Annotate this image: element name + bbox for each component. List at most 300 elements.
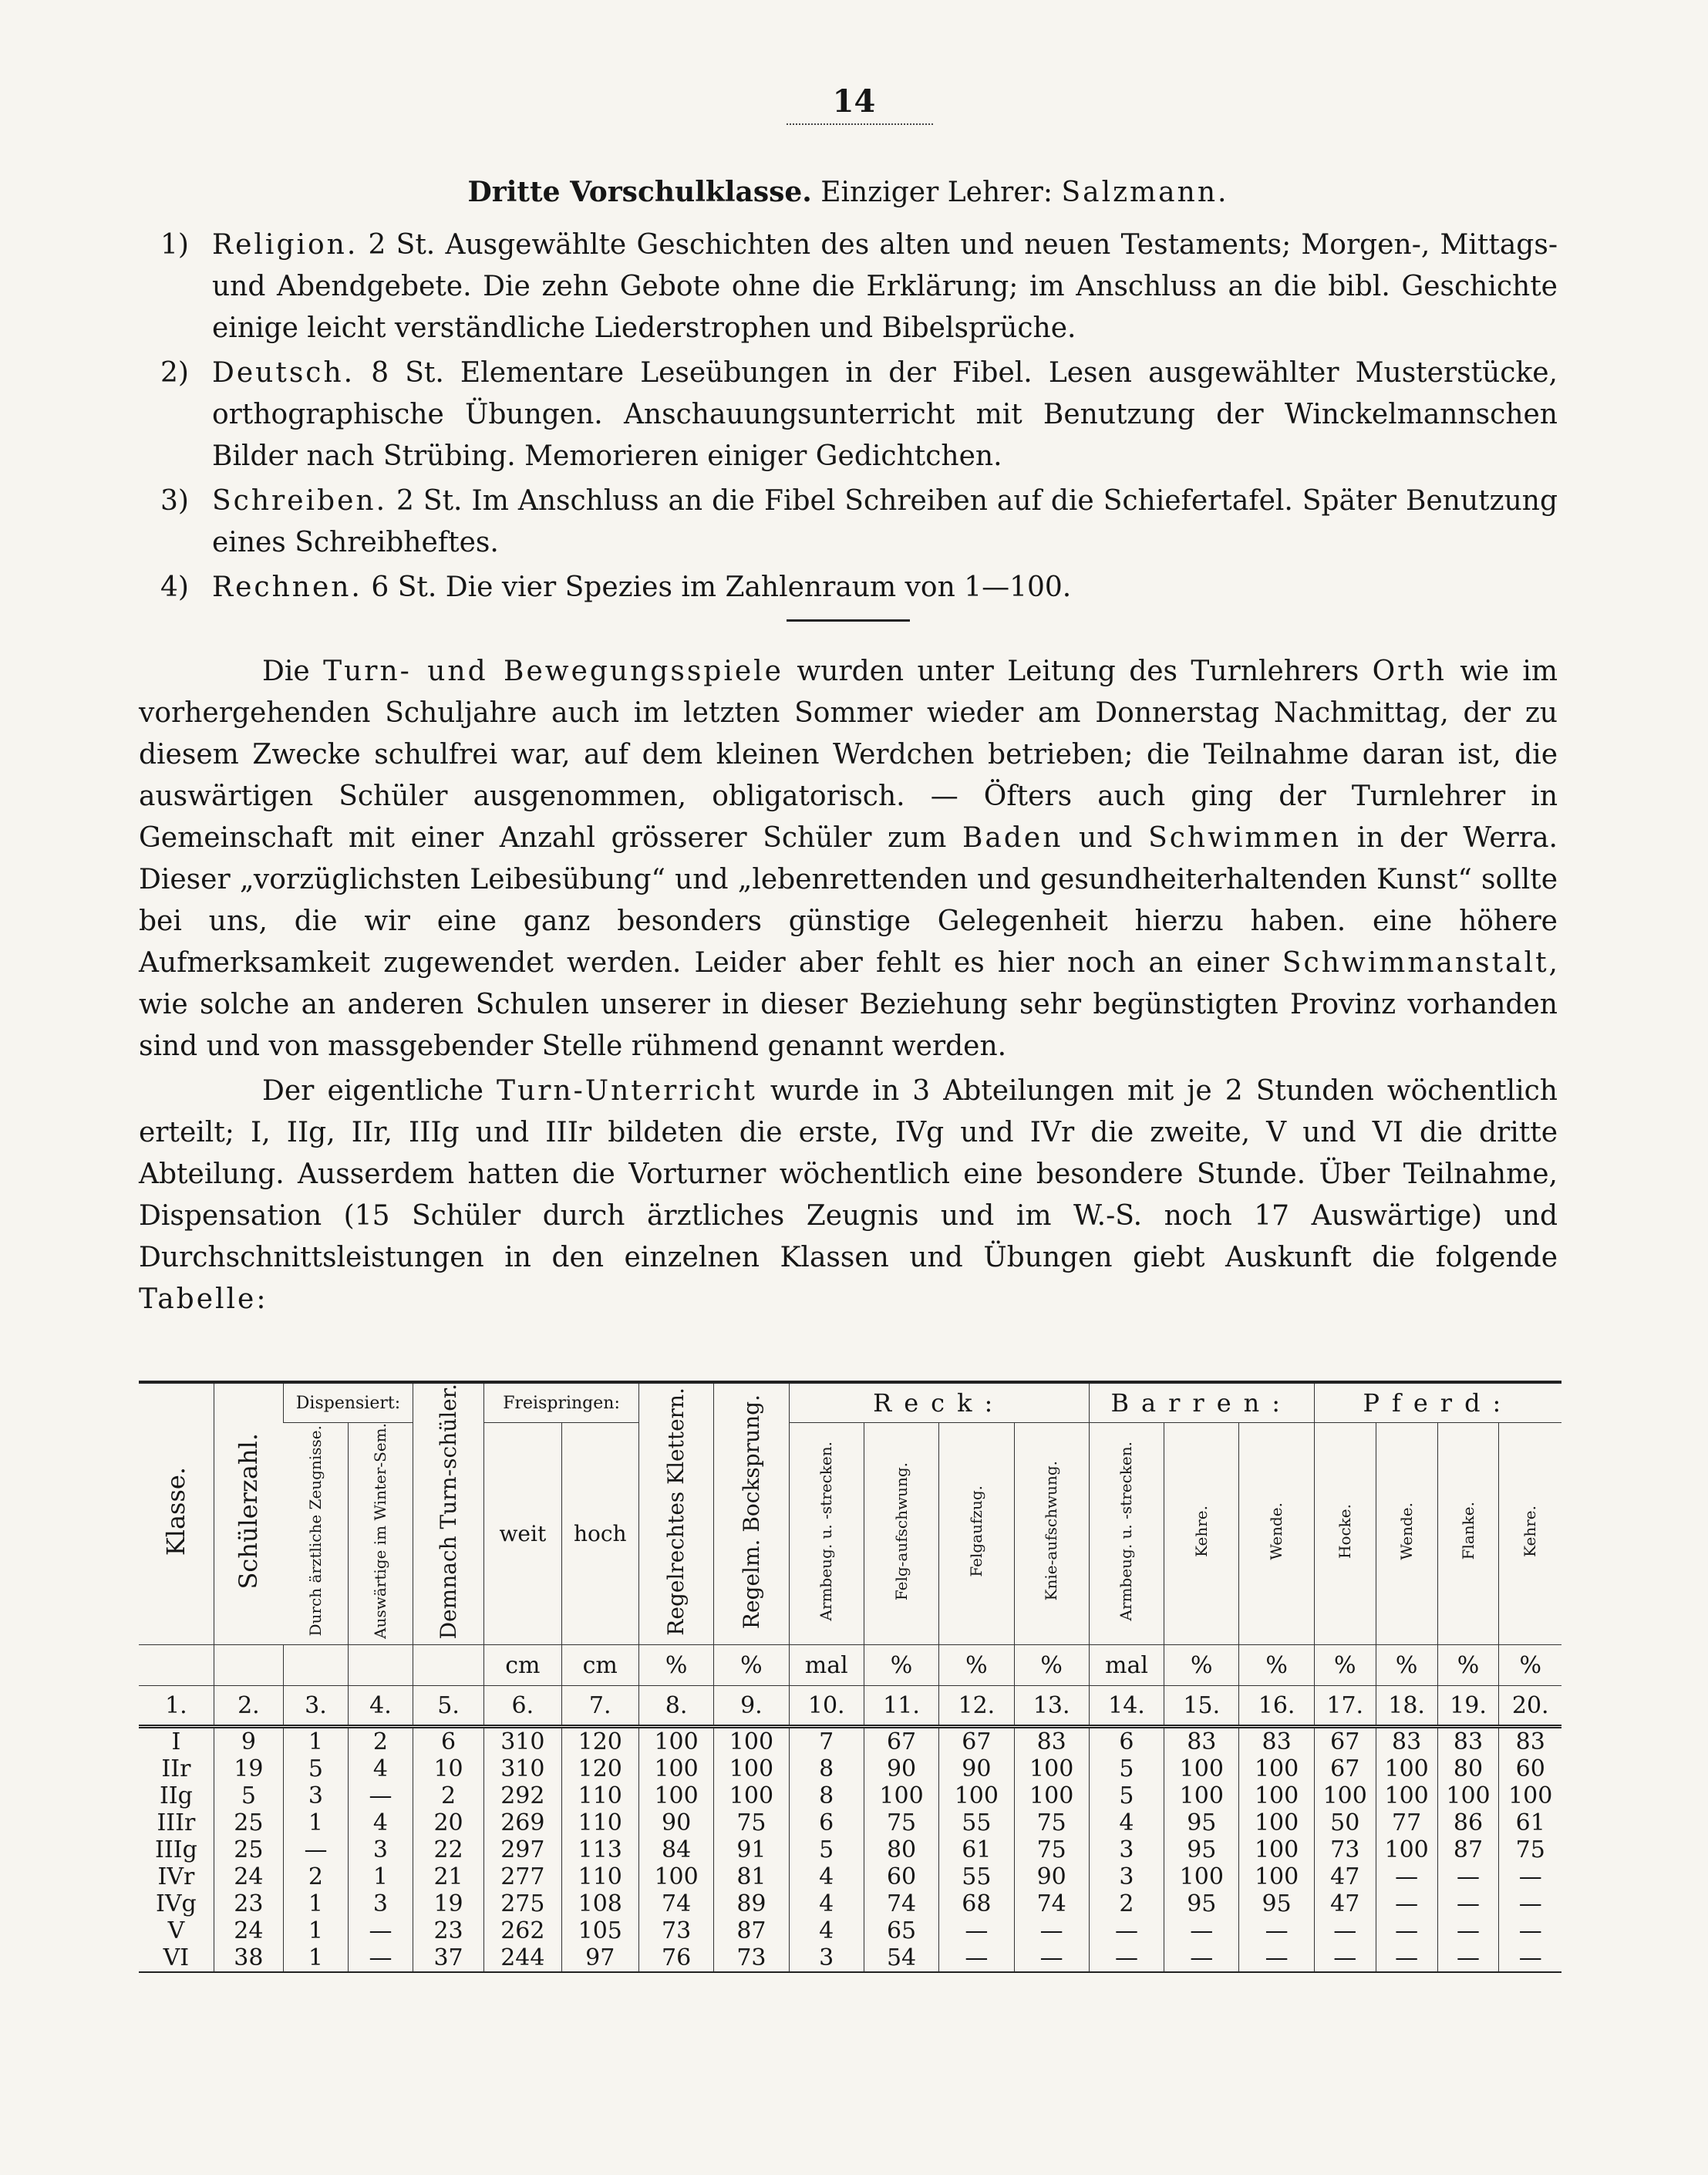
unit-cell: % xyxy=(939,1645,1014,1686)
table-cell: 90 xyxy=(864,1755,938,1782)
class-name-cell: IIIg xyxy=(155,1836,197,1864)
subject-item xyxy=(139,224,1558,349)
unit-cell: cm xyxy=(561,1645,638,1686)
header-hocke: Hocke. xyxy=(1314,1423,1376,1645)
table-cell: 91 xyxy=(714,1836,789,1863)
table-cell: 100 xyxy=(1437,1782,1499,1809)
table-cell: 80 xyxy=(1437,1755,1499,1782)
text-run: und xyxy=(1079,822,1133,854)
table-cell: 9 xyxy=(214,1727,283,1756)
text-run: Die xyxy=(262,656,310,687)
table-cell: 65 xyxy=(864,1917,938,1944)
column-number-cell: 16. xyxy=(1239,1686,1314,1727)
table-cell: 1 xyxy=(283,1809,348,1836)
table-cell: 6 xyxy=(1089,1727,1164,1756)
table-cell: — xyxy=(283,1836,348,1863)
table-cell: 74 xyxy=(864,1890,938,1917)
table-cell: 60 xyxy=(864,1863,938,1890)
unit-cell: % xyxy=(1376,1645,1437,1686)
class-name-cell: IVr xyxy=(157,1863,195,1891)
table-cell: 90 xyxy=(1014,1863,1089,1890)
unit-cell: % xyxy=(1437,1645,1499,1686)
table-cell: — xyxy=(1376,1944,1437,1972)
table-cell: 86 xyxy=(1437,1809,1499,1836)
table-cell: 25 xyxy=(214,1809,283,1836)
table-cell: 100 xyxy=(1239,1863,1314,1890)
table-cell: 275 xyxy=(484,1890,561,1917)
table-row xyxy=(139,1755,1561,1782)
column-number-cell: 8. xyxy=(638,1686,713,1727)
column-number-cell: 14. xyxy=(1089,1686,1164,1727)
table-cell: 100 xyxy=(1239,1755,1314,1782)
column-number-cell: 19. xyxy=(1437,1686,1499,1727)
column-number-cell: 17. xyxy=(1314,1686,1376,1727)
table-cell: 3 xyxy=(1089,1836,1164,1863)
text-run: wurden unter Leitung des Turnlehrers xyxy=(797,656,1359,687)
table-cell: — xyxy=(1089,1944,1164,1972)
paragraph-turnunterricht xyxy=(139,1071,1558,1320)
table-cell: 67 xyxy=(864,1727,938,1756)
header-klasse: Klasse. xyxy=(160,1467,190,1556)
unit-cell: % xyxy=(864,1645,938,1686)
table-cell: — xyxy=(348,1782,413,1809)
unit-cell: % xyxy=(1314,1645,1376,1686)
table-cell: 67 xyxy=(939,1727,1014,1756)
header-pferd-kehre: Kehre. xyxy=(1499,1423,1561,1645)
table-cell: 6 xyxy=(789,1809,864,1836)
table-cell: 24 xyxy=(214,1863,283,1890)
table-cell: — xyxy=(1239,1944,1314,1972)
table-cell: — xyxy=(939,1917,1014,1944)
column-number-cell: 9. xyxy=(714,1686,789,1727)
table-cell: 1 xyxy=(283,1917,348,1944)
table-cell: — xyxy=(1376,1863,1437,1890)
header-klettern: Regelrechtes Klettern. xyxy=(638,1382,713,1645)
class-name-cell: I xyxy=(171,1728,181,1756)
table-cell: 100 xyxy=(1239,1782,1314,1809)
table-cell: 100 xyxy=(1014,1782,1089,1809)
table-cell: 38 xyxy=(214,1944,283,1972)
subject-list xyxy=(139,224,1558,609)
table-cell: 55 xyxy=(939,1863,1014,1890)
table-cell: — xyxy=(1499,1863,1561,1890)
table-row xyxy=(139,1944,1561,1972)
table-cell: 75 xyxy=(864,1809,938,1836)
class-title: Dritte Vorschulklasse. xyxy=(467,176,812,208)
table-cell: 61 xyxy=(939,1836,1014,1863)
table-cell: 19 xyxy=(214,1755,283,1782)
table-cell: 77 xyxy=(1376,1809,1437,1836)
column-number-cell: 20. xyxy=(1499,1686,1561,1727)
text-run: in der Werra. Dieser „vorzüglichsten Leibesübung“ und „lebenrettenden und gesundheiterhaltenden Kunst“ sollte bei uns, die wir eine ganz besonders günstige Gelegenheit hierzu haben. eine höhere Aufmerksamkeit zugewendet werden. Leider aber fehlt es hier noch an einer xyxy=(139,822,1558,979)
table-cell: — xyxy=(1499,1890,1561,1917)
table-cell: 100 xyxy=(638,1755,713,1782)
table-cell: 262 xyxy=(484,1917,561,1944)
emphasis-orth: Orth xyxy=(1372,656,1447,687)
table-cell: 100 xyxy=(1239,1809,1314,1836)
table-cell: 269 xyxy=(484,1809,561,1836)
table-cell: — xyxy=(1499,1917,1561,1944)
table-cell: 120 xyxy=(561,1755,638,1782)
table-cell: 100 xyxy=(714,1727,789,1756)
table-cell: 5 xyxy=(214,1782,283,1809)
page-body xyxy=(139,171,1558,1320)
header-auswaertige: Auswärtige im Winter-Sem. xyxy=(348,1423,413,1645)
table-cell: 84 xyxy=(638,1836,713,1863)
table-cell: — xyxy=(1437,1890,1499,1917)
unit-cell: % xyxy=(638,1645,713,1686)
table-cell: 95 xyxy=(1164,1836,1239,1863)
table-cell: 100 xyxy=(1314,1782,1376,1809)
table-cell: 100 xyxy=(714,1755,789,1782)
table-cell: 95 xyxy=(1164,1809,1239,1836)
table-cell: 75 xyxy=(1014,1836,1089,1863)
table-cell: 100 xyxy=(1376,1755,1437,1782)
table-cell: 3 xyxy=(1089,1863,1164,1890)
table-cell: 100 xyxy=(638,1782,713,1809)
emphasis-turn-unterricht: Turn-Unterricht xyxy=(497,1075,757,1107)
column-number-cell: 6. xyxy=(484,1686,561,1727)
header-barren-kehre: Kehre. xyxy=(1164,1423,1239,1645)
table-cell: 5 xyxy=(1089,1755,1164,1782)
subject-item xyxy=(139,567,1558,609)
table-cell: 120 xyxy=(561,1727,638,1756)
table-cell: 25 xyxy=(214,1836,283,1863)
table-cell: 89 xyxy=(714,1890,789,1917)
table-cell: — xyxy=(1437,1944,1499,1972)
paragraph-turnspiele xyxy=(139,651,1558,1067)
text-run: wie im vorhergehenden Schuljahre auch im letzten Sommer wieder am Donnerstag Nachmittag, der zu diesem Zwecke schulfrei war, auf dem kleinen Werdchen betrieben; die Teilnahme daran ist, die auswärtigen Schüler ausgenommen, obligatorisch. — Öfters auch ging der Turnlehrer in Gemeinschaft mit einer Anzahl grösserer Schüler zum xyxy=(139,656,1558,854)
emphasis-baden: Baden xyxy=(962,822,1063,854)
subject-name: Rechnen. xyxy=(212,572,362,603)
table-cell: 54 xyxy=(864,1944,938,1972)
table-cell: 73 xyxy=(638,1917,713,1944)
table-cell: 83 xyxy=(1014,1727,1089,1756)
table-cell: 8 xyxy=(789,1755,864,1782)
subject-number: 3) xyxy=(160,485,189,517)
table-cell: 100 xyxy=(1164,1755,1239,1782)
table-cell: 83 xyxy=(1499,1727,1561,1756)
table-cell: — xyxy=(1014,1944,1089,1972)
table-cell: — xyxy=(1314,1944,1376,1972)
group-reck: Reck: xyxy=(789,1382,1089,1423)
results-table-wrapper xyxy=(139,1381,1561,1973)
table-cell: 10 xyxy=(413,1755,483,1782)
table-cell: 87 xyxy=(714,1917,789,1944)
class-name-cell: VI xyxy=(163,1944,190,1972)
unit-cell: % xyxy=(1164,1645,1239,1686)
table-row xyxy=(139,1863,1561,1890)
table-cell: 7 xyxy=(789,1727,864,1756)
header-bocksprung: Regelm. Bocksprung. xyxy=(714,1382,789,1645)
table-cell: 23 xyxy=(214,1890,283,1917)
class-name-cell: IIg xyxy=(159,1782,193,1810)
subject-text: 6 St. Die vier Spezies im Zahlenraum von 1—100. xyxy=(371,572,1072,603)
subject-number: 2) xyxy=(160,357,189,389)
table-cell: 1 xyxy=(283,1727,348,1756)
table-cell: 73 xyxy=(1314,1836,1376,1863)
table-cell: 5 xyxy=(1089,1782,1164,1809)
unit-cell: % xyxy=(1014,1645,1089,1686)
table-row xyxy=(139,1890,1561,1917)
table-cell: 67 xyxy=(1314,1755,1376,1782)
table-cell: 100 xyxy=(1239,1836,1314,1863)
table-cell: 95 xyxy=(1164,1890,1239,1917)
unit-cell: cm xyxy=(484,1645,561,1686)
table-cell: 87 xyxy=(1437,1836,1499,1863)
table-cell: 3 xyxy=(348,1890,413,1917)
class-name-cell: IVg xyxy=(156,1890,197,1918)
table-cell: — xyxy=(1239,1917,1314,1944)
table-cell: 8 xyxy=(789,1782,864,1809)
header-felgaufschwung: Felg-aufschwung. xyxy=(864,1423,938,1645)
table-cell: 6 xyxy=(413,1727,483,1756)
header-pferd-wende: Wende. xyxy=(1376,1423,1437,1645)
table-cell: 83 xyxy=(1239,1727,1314,1756)
class-header xyxy=(139,171,1558,214)
column-number-cell: 4. xyxy=(348,1686,413,1727)
table-cell: 100 xyxy=(1376,1782,1437,1809)
table-cell: 73 xyxy=(714,1944,789,1972)
table-cell: 74 xyxy=(638,1890,713,1917)
subject-number: 1) xyxy=(160,229,189,261)
table-cell: 110 xyxy=(561,1782,638,1809)
text-run: wurde in 3 Abteilungen mit je 2 Stunden wöchentlich erteilt; I, IIg, IIr, IIIg und IIIr bildeten die erste, IVg und IVr die zweite, V und VI die dritte Abteilung. Ausserdem hatten die Vorturner wöchentlich eine besondere Stunde. Über Teilnahme, Dispensation (15 Schüler durch ärztliches Zeugnis und im W.-S. noch 17 Auswärtige) und Durchschnittsleistungen in den einzelnen Klassen und Übungen giebt Auskunft die folgende xyxy=(139,1075,1558,1273)
table-cell: 50 xyxy=(1314,1809,1376,1836)
table-cell: 4 xyxy=(789,1890,864,1917)
subject-name: Schreiben. xyxy=(212,485,388,517)
table-cell: 100 xyxy=(1376,1836,1437,1863)
class-name-cell: IIIr xyxy=(157,1809,196,1837)
table-cell: 22 xyxy=(413,1836,483,1863)
table-cell: — xyxy=(1437,1863,1499,1890)
unit-cell: % xyxy=(1239,1645,1314,1686)
header-schuelerzahl: Schülerzahl. xyxy=(214,1382,283,1645)
column-number-cell: 10. xyxy=(789,1686,864,1727)
column-number-cell: 13. xyxy=(1014,1686,1089,1727)
table-cell: 100 xyxy=(939,1782,1014,1809)
table-cell: 81 xyxy=(714,1863,789,1890)
table-cell: 75 xyxy=(1499,1836,1561,1863)
table-cell: 2 xyxy=(413,1782,483,1809)
table-cell: 3 xyxy=(789,1944,864,1972)
text-run: Der eigentliche xyxy=(262,1075,483,1107)
subject-number: 4) xyxy=(160,572,189,603)
table-cell: 21 xyxy=(413,1863,483,1890)
column-number-cell: 3. xyxy=(283,1686,348,1727)
header-demnach-turnschueler: Demnach Turn-schüler. xyxy=(413,1382,483,1645)
table-cell: 100 xyxy=(1014,1755,1089,1782)
emphasis-schwimmanstalt: Schwimmanstalt xyxy=(1282,947,1549,979)
table-cell: 75 xyxy=(1014,1809,1089,1836)
table-row xyxy=(139,1782,1561,1809)
section-divider xyxy=(787,619,910,622)
table-cell: 100 xyxy=(864,1782,938,1809)
table-cell: 67 xyxy=(1314,1727,1376,1756)
table-cell: — xyxy=(348,1917,413,1944)
group-freispringen: Freispringen: xyxy=(484,1382,639,1423)
table-cell: 80 xyxy=(864,1836,938,1863)
table-cell: 105 xyxy=(561,1917,638,1944)
table-cell: 95 xyxy=(1239,1890,1314,1917)
header-flanke: Flanke. xyxy=(1437,1423,1499,1645)
table-cell: 83 xyxy=(1164,1727,1239,1756)
unit-cell: % xyxy=(1499,1645,1561,1686)
page-number: 14 xyxy=(832,83,876,120)
unit-cell xyxy=(348,1645,413,1686)
unit-cell: % xyxy=(714,1645,789,1686)
table-cell: 75 xyxy=(714,1809,789,1836)
column-number-cell: 5. xyxy=(413,1686,483,1727)
table-cell: 24 xyxy=(214,1917,283,1944)
units-row xyxy=(139,1645,1561,1686)
table-cell: — xyxy=(1376,1917,1437,1944)
table-row xyxy=(139,1809,1561,1836)
table-cell: 100 xyxy=(1164,1782,1239,1809)
table-cell: 1 xyxy=(283,1944,348,1972)
table-cell: 4 xyxy=(789,1917,864,1944)
table-cell: 100 xyxy=(714,1782,789,1809)
header-zeugnisse: Durch ärztliche Zeugnisse. xyxy=(305,1425,325,1637)
table-cell: 292 xyxy=(484,1782,561,1809)
group-barren: Barren: xyxy=(1089,1382,1314,1423)
column-number-cell: 2. xyxy=(214,1686,283,1727)
table-cell: 108 xyxy=(561,1890,638,1917)
column-number-cell: 18. xyxy=(1376,1686,1437,1727)
table-cell: 3 xyxy=(283,1782,348,1809)
header-weit: weit xyxy=(484,1423,561,1645)
unit-cell xyxy=(283,1645,348,1686)
table-cell: 23 xyxy=(413,1917,483,1944)
table-cell: 83 xyxy=(1437,1727,1499,1756)
table-cell: 19 xyxy=(413,1890,483,1917)
table-cell: 3 xyxy=(348,1836,413,1863)
subject-text: 2 St. Im Anschluss an die Fibel Schreiben auf die Schiefertafel. Später Benutzung eines Schreibheftes. xyxy=(212,485,1558,558)
table-cell: — xyxy=(1376,1890,1437,1917)
table-cell: 5 xyxy=(283,1755,348,1782)
subject-item xyxy=(139,481,1558,564)
page-number-ornament xyxy=(787,123,933,131)
table-cell: — xyxy=(348,1944,413,1972)
table-cell: — xyxy=(1314,1917,1376,1944)
table-cell: 2 xyxy=(1089,1890,1164,1917)
results-table xyxy=(139,1381,1561,1973)
table-cell: 61 xyxy=(1499,1809,1561,1836)
column-number-cell: 15. xyxy=(1164,1686,1239,1727)
table-cell: 90 xyxy=(638,1809,713,1836)
column-number-cell: 1. xyxy=(139,1686,214,1727)
table-cell: 297 xyxy=(484,1836,561,1863)
table-cell: — xyxy=(1499,1944,1561,1972)
table-cell: 4 xyxy=(348,1809,413,1836)
table-cell: 244 xyxy=(484,1944,561,1972)
table-cell: 97 xyxy=(561,1944,638,1972)
table-cell: 113 xyxy=(561,1836,638,1863)
group-pferd: Pferd: xyxy=(1314,1382,1561,1423)
table-row xyxy=(139,1727,1561,1756)
unit-cell xyxy=(413,1645,483,1686)
subject-name: Religion. xyxy=(212,229,359,261)
header-reck-armbeug: Armbeug. u. -strecken. xyxy=(789,1423,864,1645)
header-knieaufschwung: Knie-aufschwung. xyxy=(1014,1423,1089,1645)
table-cell: — xyxy=(939,1944,1014,1972)
table-cell: — xyxy=(1164,1944,1239,1972)
results-table-body xyxy=(139,1645,1561,1973)
subject-text: 2 St. Ausgewählte Geschichten des alten und neuen Testaments; Morgen-, Mittags- und Abendgebete. Die zehn Gebote ohne die Erklärung; im Anschluss an die bibl. Geschichte einige leicht verständliche Liederstrophen und Bibelsprüche. xyxy=(212,229,1558,344)
teacher-label: Einziger Lehrer: xyxy=(820,177,1053,208)
table-cell: 277 xyxy=(484,1863,561,1890)
column-number-cell: 12. xyxy=(939,1686,1014,1727)
header-barren-armbeug: Armbeug. u. -strecken. xyxy=(1089,1423,1164,1645)
class-name-cell: IIr xyxy=(161,1755,191,1783)
table-cell: 47 xyxy=(1314,1890,1376,1917)
table-cell: 100 xyxy=(1499,1782,1561,1809)
table-cell: 60 xyxy=(1499,1755,1561,1782)
table-cell: 4 xyxy=(1089,1809,1164,1836)
emphasis-turnspiele: Turn- und Bewegungsspiele xyxy=(323,656,783,687)
table-cell: 68 xyxy=(939,1890,1014,1917)
subject-name: Deutsch. xyxy=(212,357,355,389)
table-cell: 55 xyxy=(939,1809,1014,1836)
table-cell: — xyxy=(1164,1917,1239,1944)
table-cell: 2 xyxy=(283,1863,348,1890)
table-cell: 2 xyxy=(348,1727,413,1756)
table-cell: — xyxy=(1014,1917,1089,1944)
unit-cell: mal xyxy=(789,1645,864,1686)
table-cell: 100 xyxy=(638,1727,713,1756)
table-row xyxy=(139,1917,1561,1944)
header-barren-wende: Wende. xyxy=(1239,1423,1314,1645)
text-run: , wie solche an anderen Schulen unserer in dieser Beziehung sehr begünstigten Provinz vorhanden sind und von massgebender Stelle rühmend genannt werden. xyxy=(139,947,1558,1062)
table-cell: 83 xyxy=(1376,1727,1437,1756)
table-cell: 5 xyxy=(789,1836,864,1863)
unit-cell xyxy=(139,1645,214,1686)
class-name-cell: V xyxy=(167,1917,185,1945)
table-cell: — xyxy=(1089,1917,1164,1944)
emphasis-schwimmen: Schwimmen xyxy=(1148,822,1342,854)
table-cell: 100 xyxy=(1164,1863,1239,1890)
table-cell: 20 xyxy=(413,1809,483,1836)
table-cell: 4 xyxy=(348,1755,413,1782)
table-cell: 310 xyxy=(484,1755,561,1782)
header-hoch: hoch xyxy=(561,1423,638,1645)
column-number-cell: 7. xyxy=(561,1686,638,1727)
table-cell: 310 xyxy=(484,1727,561,1756)
table-cell: 1 xyxy=(348,1863,413,1890)
unit-cell: mal xyxy=(1089,1645,1164,1686)
table-cell: 4 xyxy=(789,1863,864,1890)
table-cell: 110 xyxy=(561,1863,638,1890)
group-dispensiert: Dispensiert: xyxy=(283,1382,413,1423)
table-cell: 1 xyxy=(283,1890,348,1917)
emphasis-tabelle: Tabelle: xyxy=(139,1283,268,1315)
table-cell: 47 xyxy=(1314,1863,1376,1890)
table-cell: 110 xyxy=(561,1809,638,1836)
table-cell: 37 xyxy=(413,1944,483,1972)
column-number-cell: 11. xyxy=(864,1686,938,1727)
table-cell: 76 xyxy=(638,1944,713,1972)
unit-cell xyxy=(214,1645,283,1686)
table-cell: 100 xyxy=(638,1863,713,1890)
column-number-row xyxy=(139,1686,1561,1727)
table-row xyxy=(139,1836,1561,1863)
table-cell: 74 xyxy=(1014,1890,1089,1917)
table-cell: — xyxy=(1437,1917,1499,1944)
header-felgaufzug: Felgaufzug. xyxy=(939,1423,1014,1645)
teacher-name: Salzmann. xyxy=(1061,177,1229,208)
subject-text: 8 St. Elementare Leseübungen in der Fibel. Lesen ausgewählter Musterstücke, orthographische Übungen. Anschauungsunterricht mit Benutzung der Winckelmannschen Bilder nach Strübing. Memorieren einiger Gedichtchen. xyxy=(212,357,1558,472)
table-cell: 90 xyxy=(939,1755,1014,1782)
